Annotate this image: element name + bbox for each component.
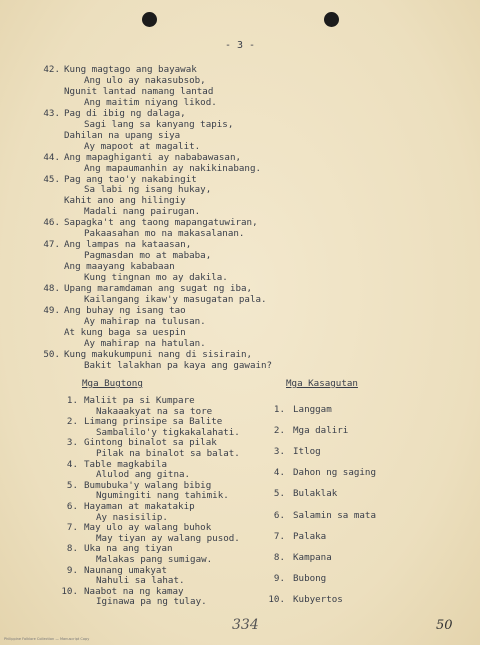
riddle-line: Sambalilo'y tigkakalahati. — [96, 426, 240, 438]
answer-number: 8. — [273, 551, 285, 563]
page-number: - 3 - — [224, 40, 256, 51]
riddle-line: Iginawa pa ng tulay. — [96, 596, 207, 608]
proverb-line: Ang maitim niyang likod. — [84, 96, 217, 108]
answers-header: Mga Kasagutan — [286, 378, 358, 389]
answer-number: 1. — [273, 404, 285, 415]
riddle-line: Naabot na ng kamay 10. — [61, 585, 184, 597]
answer-item: Bulaklak 5. — [293, 488, 337, 499]
proverb-line: Ang lampas na kataasan, 47. — [64, 239, 191, 250]
proverb-line: At kung baga sa uespin — [64, 326, 186, 338]
riddle-number: 4. — [66, 458, 78, 470]
answer-item: Kubyertos 10. — [293, 594, 343, 605]
proverb-line: Kung tingnan mo ay dakila. — [84, 272, 228, 284]
punch-hole-right — [324, 12, 339, 27]
answer-item: Dahon ng saging 4. — [293, 467, 376, 478]
riddle-line: Limang prinsipe sa Balite 2. — [84, 416, 222, 427]
answer-number: 9. — [273, 572, 285, 584]
answer-item: Salamin sa mata 6. — [293, 510, 376, 521]
riddle-line: Ngumingiti nang tahimik. — [96, 490, 229, 502]
answer-number: 3. — [273, 446, 285, 458]
proverb-number: 49. — [43, 304, 60, 316]
riddle-number: 9. — [66, 564, 78, 576]
riddle-line: Bumubuka'y walang bibig 5. — [84, 480, 211, 491]
riddle-number: 3. — [66, 437, 78, 449]
riddle-number: 1. — [66, 395, 78, 406]
proverb-line: Ay mahirap na tulusan. — [84, 315, 206, 327]
proverb-number: 48. — [43, 283, 60, 294]
answer-item: Bubong 9. — [293, 573, 326, 584]
riddle-line: Gintong binalot sa pilak 3. — [84, 437, 217, 448]
answer-number: 7. — [273, 530, 285, 542]
proverb-number: 44. — [43, 151, 60, 163]
proverb-line: Ngunit lantad namang lantad — [64, 85, 214, 97]
riddle-line: Table magkabila 4. — [84, 459, 167, 470]
riddle-line: May tiyan ay walang pusod. — [96, 532, 240, 544]
proverb-line: Upang maramdaman ang sugat ng iba, 48. — [64, 283, 252, 294]
answer-item: Langgam 1. — [293, 404, 332, 415]
riddle-line: Nakaaakyat na sa tore — [96, 405, 213, 417]
proverb-line: Ang mapaumanhin ay nakikinabang. — [84, 162, 262, 174]
answer-number: 4. — [273, 467, 285, 479]
proverb-line: Kailangang ikaw'y masugatan pala. — [84, 293, 267, 305]
proverb-line: Ang buhay ng isang tao 49. — [64, 305, 186, 316]
proverb-number: 47. — [43, 239, 60, 251]
proverb-number: 42. — [43, 64, 60, 75]
proverb-number: 45. — [43, 173, 60, 185]
riddle-line: Hayaman at makatakip 6. — [84, 501, 195, 512]
proverb-number: 50. — [43, 348, 60, 360]
riddle-line: Naunang umakyat 9. — [84, 565, 167, 576]
riddle-number: 8. — [66, 543, 78, 555]
riddle-line: Nahuli sa lahat. — [96, 575, 185, 587]
riddle-number: 5. — [66, 479, 78, 491]
proverb-line: Pakaasahan mo na makasalanan. — [84, 228, 245, 240]
answer-item: Palaka 7. — [293, 531, 326, 542]
riddle-line: May ulo ay walang buhok 7. — [84, 522, 211, 533]
proverb-line: Ang maayang kababaan — [64, 261, 175, 273]
proverb-line: Sapagka't ang taong mapangatuwiran, 46. — [64, 217, 258, 228]
riddle-line: Ay nasisilip. — [96, 511, 168, 523]
proverb-line: Kung makukumpuni nang di sisirain, 50. — [64, 349, 252, 360]
handwritten-number-right: 50 — [436, 618, 453, 633]
proverb-line: Madali nang pairugan. — [84, 206, 201, 218]
riddle-line: Alulod ang gitna. — [96, 469, 191, 481]
riddle-line: Pilak na binalot sa balat. — [96, 448, 240, 459]
proverb-number: 46. — [43, 217, 60, 229]
proverb-line: Sa labi ng isang hukay, — [84, 184, 212, 196]
proverb-line: Pag di ibig ng dalaga, 43. — [64, 108, 186, 119]
answer-number: 10. — [268, 593, 285, 605]
proverb-line: Sagi lang sa kanyang tapis, — [84, 118, 234, 130]
answer-number: 2. — [273, 425, 285, 437]
riddle-number: 6. — [66, 501, 78, 512]
answer-item: Itlog 3. — [293, 446, 321, 457]
proverb-line: Kahit ano ang hilingiy — [64, 195, 186, 207]
riddles-header: Mga Bugtong — [82, 378, 143, 389]
proverb-line: Pag ang tao'y nakabingit 45. — [64, 174, 197, 185]
riddle-line: Malakas pang sumigaw. — [96, 554, 213, 565]
proverb-line: Kung magtago ang bayawak 42. — [64, 64, 197, 75]
answer-number: 5. — [273, 488, 285, 500]
riddle-number: 7. — [66, 522, 78, 534]
riddle-number: 2. — [66, 416, 78, 428]
proverb-line: Ang ulo ay nakasubsob, — [84, 74, 206, 86]
proverb-line: Ay mahirap na hatulan. — [84, 337, 206, 349]
answer-item: Mga daliri 2. — [293, 425, 348, 436]
punch-hole-left — [142, 12, 157, 27]
riddle-line: Maliit pa si Kumpare 1. — [84, 395, 195, 406]
proverb-line: Dahilan na upang siya — [64, 129, 181, 141]
riddle-line: Uka na ang tiyan 8. — [84, 543, 173, 554]
answer-number: 6. — [273, 509, 285, 521]
footer-text: Philippine Folklore Collection — Manuscript Copy — [4, 637, 90, 641]
proverb-line: Bakit lalakhan pa kaya ang gawain? — [84, 359, 273, 371]
proverb-number: 43. — [43, 107, 60, 119]
proverb-line: Ay mapoot at magalit. — [84, 140, 201, 152]
proverb-line: Ang mapaghiganti ay nababawasan, 44. — [64, 152, 241, 163]
handwritten-number-left: 334 — [232, 617, 259, 633]
proverb-line: Pagmasdan mo at mababa, — [84, 250, 212, 262]
answer-item: Kampana 8. — [293, 552, 332, 563]
riddle-number: 10. — [61, 585, 78, 597]
